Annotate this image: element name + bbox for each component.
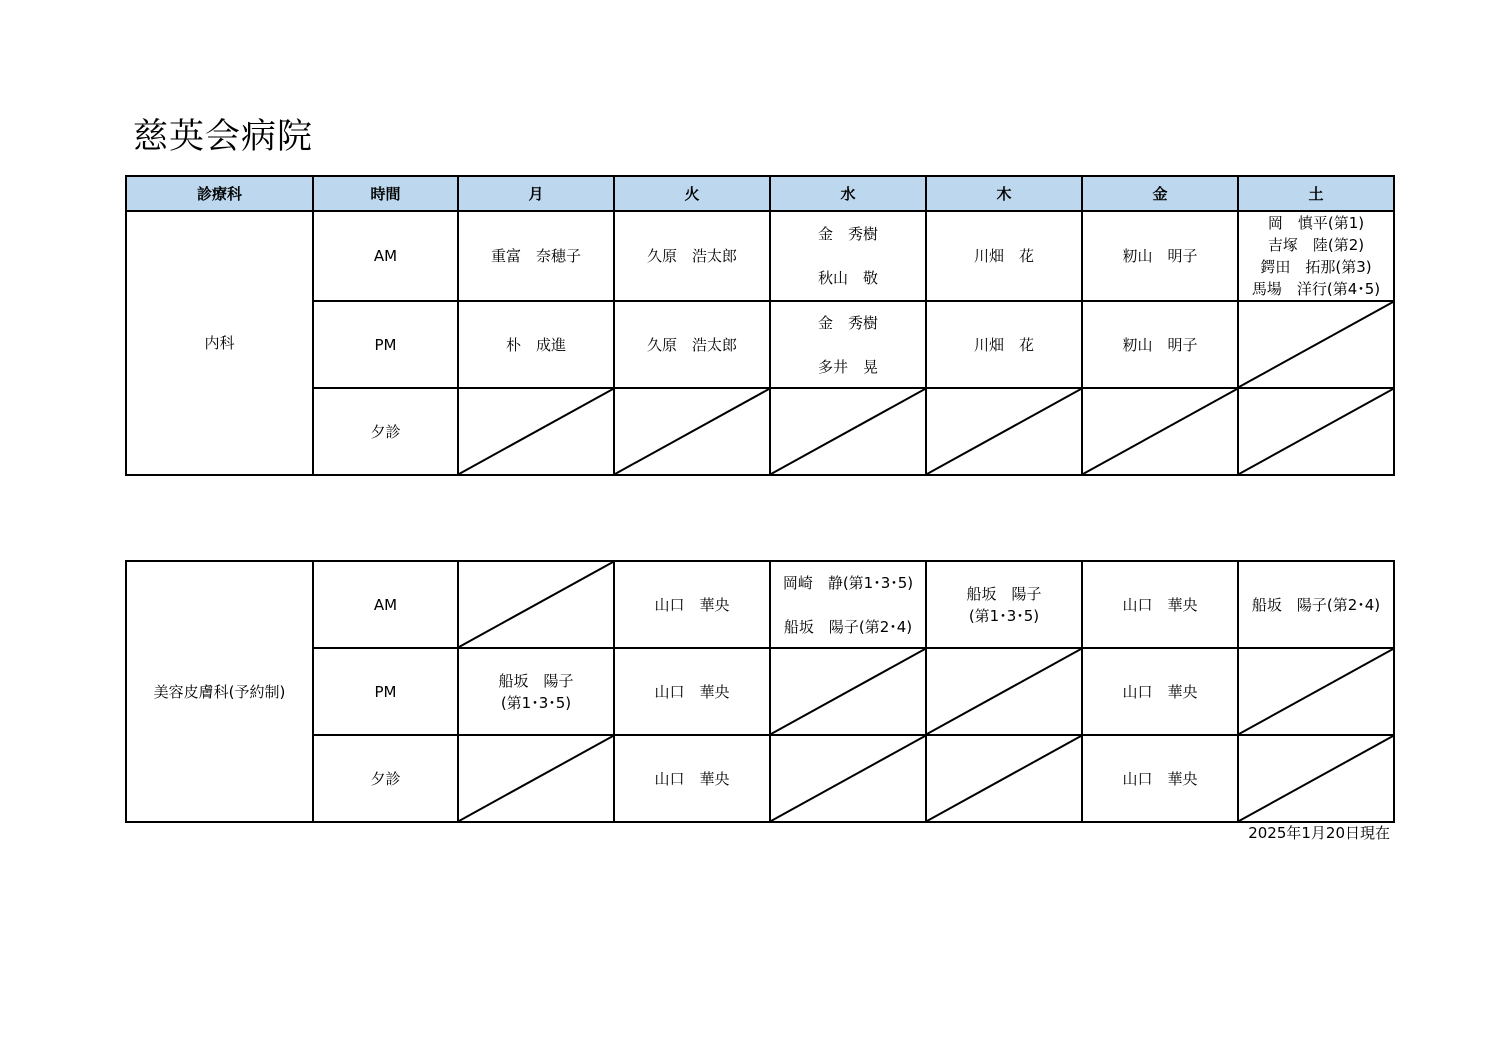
schedule-cell-sat bbox=[1238, 648, 1394, 735]
doctor-name: 金 秀樹 bbox=[817, 313, 878, 332]
schedule-cell-sat bbox=[1238, 561, 1394, 648]
doctor-name: 船坂 陽子 bbox=[966, 584, 1042, 603]
header-wed: 水 bbox=[770, 176, 926, 211]
schedule-cell-mon bbox=[458, 388, 614, 475]
doctor-name: 川畑 花 bbox=[973, 335, 1034, 354]
closed-slash-mark bbox=[1239, 649, 1393, 734]
header-sat: 土 bbox=[1238, 176, 1394, 211]
line-gap bbox=[771, 334, 925, 356]
doctor-name: 籾山 明子 bbox=[1122, 247, 1198, 265]
closed-slash-mark bbox=[615, 389, 769, 474]
closed-slash-line bbox=[1239, 389, 1393, 474]
doctor-name: 川畑 花 bbox=[973, 247, 1034, 265]
doctor-name: 船坂 陽子 bbox=[498, 671, 574, 690]
schedule-cell-thu bbox=[926, 388, 1082, 475]
schedule-cell-fri bbox=[1082, 648, 1238, 735]
line-gap bbox=[771, 594, 925, 616]
schedule-cell-tue bbox=[614, 648, 770, 735]
table-row bbox=[126, 301, 1394, 388]
doctor-name: 山口 華央 bbox=[654, 595, 730, 614]
schedule-cell-sat bbox=[1238, 211, 1394, 301]
closed-slash-line bbox=[771, 649, 925, 734]
schedule-cell-mon bbox=[458, 735, 614, 822]
schedule-cell-tue bbox=[614, 301, 770, 388]
table-row bbox=[126, 561, 1394, 648]
closed-slash-line bbox=[459, 389, 613, 474]
closed-slash-mark bbox=[459, 562, 613, 647]
closed-slash-line bbox=[1239, 736, 1393, 821]
as-of-date: 2025年1月20日現在 bbox=[1248, 824, 1390, 842]
time-slot-cell: PM bbox=[313, 301, 458, 388]
schedule-cell-fri bbox=[1082, 388, 1238, 475]
schedule-cell-wed bbox=[770, 648, 926, 735]
doctor-name: 山口 華央 bbox=[1122, 769, 1198, 788]
closed-slash-mark bbox=[771, 736, 925, 821]
schedule-table-internal-medicine bbox=[125, 175, 1395, 476]
closed-slash-mark bbox=[771, 389, 925, 474]
schedule-cell-mon bbox=[458, 301, 614, 388]
closed-slash-line bbox=[771, 736, 925, 821]
closed-slash-mark bbox=[1239, 389, 1393, 474]
closed-slash-line bbox=[1239, 302, 1393, 387]
closed-slash-line bbox=[459, 562, 613, 647]
doctor-name: 鍔田 拓那(第3) bbox=[1260, 258, 1372, 276]
table-row bbox=[126, 388, 1394, 475]
closed-slash-mark bbox=[927, 736, 1081, 821]
doctor-name: 久原 浩太郎 bbox=[646, 247, 737, 265]
header-time: 時間 bbox=[313, 176, 458, 211]
closed-slash-line bbox=[927, 649, 1081, 734]
schedule-cell-wed bbox=[770, 301, 926, 388]
time-slot-cell: AM bbox=[313, 211, 458, 301]
closed-slash-mark bbox=[927, 649, 1081, 734]
doctor-name: (第1･3･5) bbox=[500, 693, 572, 712]
closed-slash-line bbox=[771, 389, 925, 474]
schedule-table-cosmetic-dermatology bbox=[125, 560, 1395, 823]
time-slot-cell: 夕診 bbox=[313, 388, 458, 475]
doctor-name: 山口 華央 bbox=[654, 682, 730, 701]
closed-slash-mark bbox=[927, 389, 1081, 474]
schedule-cell-tue bbox=[614, 388, 770, 475]
line-gap bbox=[771, 245, 925, 267]
table-row bbox=[126, 735, 1394, 822]
schedule-cell-mon bbox=[458, 648, 614, 735]
closed-slash-mark bbox=[459, 736, 613, 821]
doctor-name: 船坂 陽子(第2･4) bbox=[783, 617, 913, 636]
schedule-cell-sat bbox=[1238, 388, 1394, 475]
doctor-name: 重富 奈穂子 bbox=[490, 247, 581, 265]
department-cell: 内科 bbox=[126, 211, 313, 475]
doctor-name: 馬場 洋行(第4･5) bbox=[1251, 280, 1381, 298]
closed-slash-mark bbox=[459, 389, 613, 474]
header-fri: 金 bbox=[1082, 176, 1238, 211]
table-row bbox=[126, 211, 1394, 301]
doctor-name: 山口 華央 bbox=[1122, 595, 1198, 614]
doctor-name: 山口 華央 bbox=[1122, 682, 1198, 701]
schedule-cell-thu bbox=[926, 211, 1082, 301]
doctor-name: (第1･3･5) bbox=[968, 606, 1040, 625]
closed-slash-line bbox=[615, 389, 769, 474]
doctor-name: 朴 成進 bbox=[505, 335, 566, 354]
doctor-name: 久原 浩太郎 bbox=[646, 335, 737, 354]
schedule-cell-sat bbox=[1238, 301, 1394, 388]
schedule-cell-thu bbox=[926, 735, 1082, 822]
closed-slash-mark bbox=[1239, 736, 1393, 821]
table-row bbox=[126, 648, 1394, 735]
schedule-cell-fri bbox=[1082, 301, 1238, 388]
schedule-cell-sat bbox=[1238, 735, 1394, 822]
doctor-name: 吉塚 陸(第2) bbox=[1267, 236, 1365, 254]
closed-slash-line bbox=[927, 389, 1081, 474]
closed-slash-line bbox=[1083, 389, 1237, 474]
closed-slash-line bbox=[459, 736, 613, 821]
page-title: 慈英会病院 bbox=[133, 117, 314, 157]
schedule-cell-wed bbox=[770, 735, 926, 822]
doctor-name: 金 秀樹 bbox=[817, 225, 878, 243]
department-cell: 美容皮膚科(予約制) bbox=[126, 561, 313, 822]
schedule-cell-thu bbox=[926, 561, 1082, 648]
schedule-cell-fri bbox=[1082, 211, 1238, 301]
time-slot-cell: PM bbox=[313, 648, 458, 735]
closed-slash-mark bbox=[1083, 389, 1237, 474]
schedule-cell-wed bbox=[770, 388, 926, 475]
schedule-cell-thu bbox=[926, 301, 1082, 388]
closed-slash-mark bbox=[771, 649, 925, 734]
schedule-cell-mon bbox=[458, 561, 614, 648]
schedule-cell-fri bbox=[1082, 561, 1238, 648]
doctor-name: 山口 華央 bbox=[654, 769, 730, 788]
doctor-name: 多井 晃 bbox=[817, 357, 878, 376]
header-thu: 木 bbox=[926, 176, 1082, 211]
closed-slash-mark bbox=[1239, 302, 1393, 387]
header-mon: 月 bbox=[458, 176, 614, 211]
doctor-name: 秋山 敬 bbox=[817, 269, 878, 287]
schedule-cell-tue bbox=[614, 735, 770, 822]
header-department: 診療科 bbox=[126, 176, 313, 211]
closed-slash-line bbox=[1239, 649, 1393, 734]
doctor-name: 岡 慎平(第1) bbox=[1267, 214, 1365, 232]
doctor-name: 籾山 明子 bbox=[1122, 335, 1198, 354]
time-slot-cell: AM bbox=[313, 561, 458, 648]
header-tue: 火 bbox=[614, 176, 770, 211]
schedule-cell-fri bbox=[1082, 735, 1238, 822]
doctor-name: 船坂 陽子(第2･4) bbox=[1251, 595, 1381, 614]
schedule-cell-thu bbox=[926, 648, 1082, 735]
schedule-cell-tue bbox=[614, 211, 770, 301]
closed-slash-line bbox=[927, 736, 1081, 821]
time-slot-cell: 夕診 bbox=[313, 735, 458, 822]
schedule-cell-wed bbox=[770, 211, 926, 301]
table-header-row bbox=[126, 176, 1394, 211]
schedule-cell-wed bbox=[770, 561, 926, 648]
schedule-cell-mon bbox=[458, 211, 614, 301]
schedule-cell-tue bbox=[614, 561, 770, 648]
doctor-name: 岡崎 静(第1･3･5) bbox=[782, 573, 914, 592]
